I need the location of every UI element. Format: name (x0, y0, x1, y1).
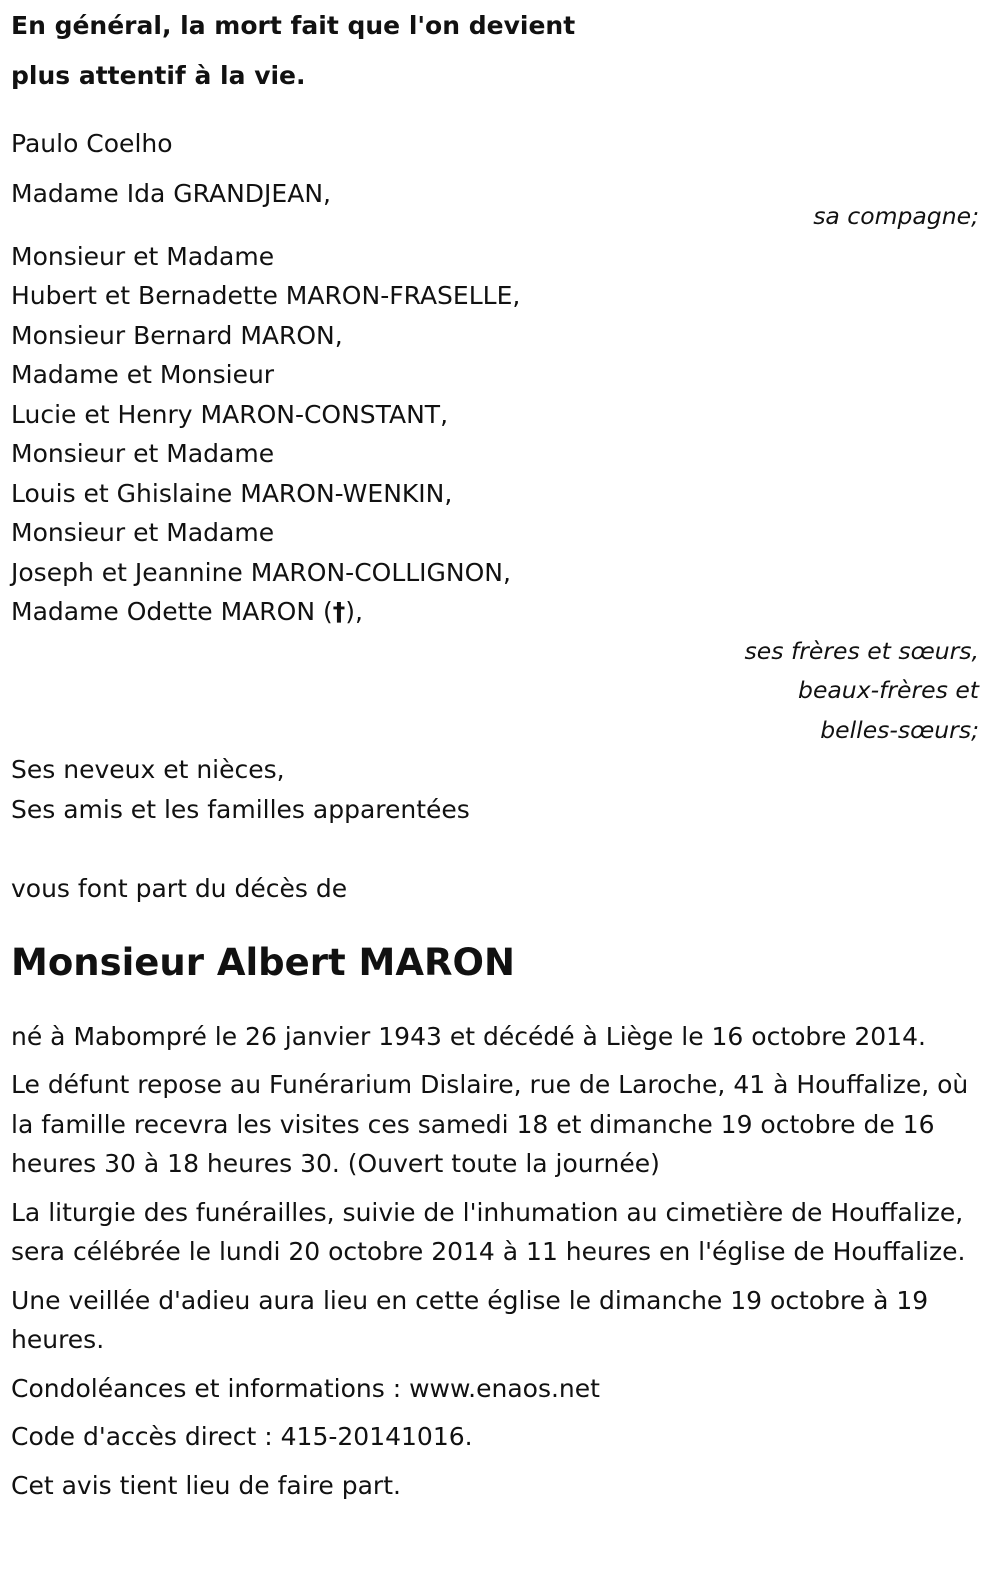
others-line-1: Ses neveux et nièces, (11, 755, 285, 784)
sibling-line: Joseph et Jeannine MARON-COLLIGNON, (11, 557, 511, 587)
sibling-line: Monsieur et Madame (11, 241, 275, 271)
siblings-role-line: beaux-frères et (798, 676, 979, 704)
cross-icon: † (332, 597, 346, 626)
siblings-role-line: ses frères et sœurs, (744, 636, 979, 665)
others-line-2: Ses amis et les familles apparentées (11, 794, 470, 824)
sibling-line: Hubert et Bernadette MARON-FRASELLE, (11, 281, 521, 310)
detail-paragraph: né à Mabompré le 26 janvier 1943 et décédé à Liège le 16 octobre 2014. (11, 1021, 926, 1051)
odette-prefix: Madame Odette MARON ( (11, 597, 333, 626)
siblings-role-line: belles-sœurs; (820, 715, 979, 744)
condolences-line: Condoléances et informations : www.enaos.net (11, 1373, 600, 1403)
sibling-line: Monsieur et Madame (11, 518, 275, 547)
odette-suffix: ), (345, 597, 363, 626)
siblings-role (11, 632, 979, 751)
detail-paragraph: Une veillée d'adieu aura lieu en cette église le dimanche 19 octobre à 19 heures. (11, 1285, 929, 1354)
quote-line-1: En général, la mort fait que l'on devient (11, 11, 576, 40)
detail-paragraph: Le défunt repose au Funérarium Dislaire, rue de Laroche, 41 à Houffalize, où la famille recevra les visites ces samedi 18 et dimanche 19 octobre de 16 heures 30 à 18 heures 30. (Ouvert toute la journée) (11, 1070, 969, 1178)
deceased-name: Monsieur Albert MARON (11, 940, 515, 984)
obituary-notice (11, 0, 979, 1505)
siblings-list (11, 237, 979, 632)
quote-line-2: plus attentif à la vie. (11, 61, 306, 90)
details (11, 1017, 979, 1506)
sibling-line-odette (11, 592, 979, 632)
sibling-line: Madame et Monsieur (11, 360, 275, 389)
sibling-line: Lucie et Henry MARON-CONSTANT, (11, 399, 449, 429)
companion-role: sa compagne; (813, 202, 979, 230)
sibling-line: Monsieur et Madame (11, 439, 275, 468)
closing-line: Cet avis tient lieu de faire part. (11, 1470, 401, 1500)
access-code-line: Code d'accès direct : 415-20141016. (11, 1422, 473, 1451)
sibling-line: Louis et Ghislaine MARON-WENKIN, (11, 478, 453, 508)
announcement: vous font part du décès de (11, 874, 348, 903)
sibling-line: Monsieur Bernard MARON, (11, 320, 343, 350)
detail-paragraph: La liturgie des funérailles, suivie de l'inhumation au cimetière de Houffalize, sera célébrée le lundi 20 octobre 2014 à 11 heures en l'église de Houffalize. (11, 1197, 966, 1266)
companion-name: Madame Ida GRANDJEAN, (11, 178, 331, 208)
quote-author: Paulo Coelho (11, 129, 173, 158)
